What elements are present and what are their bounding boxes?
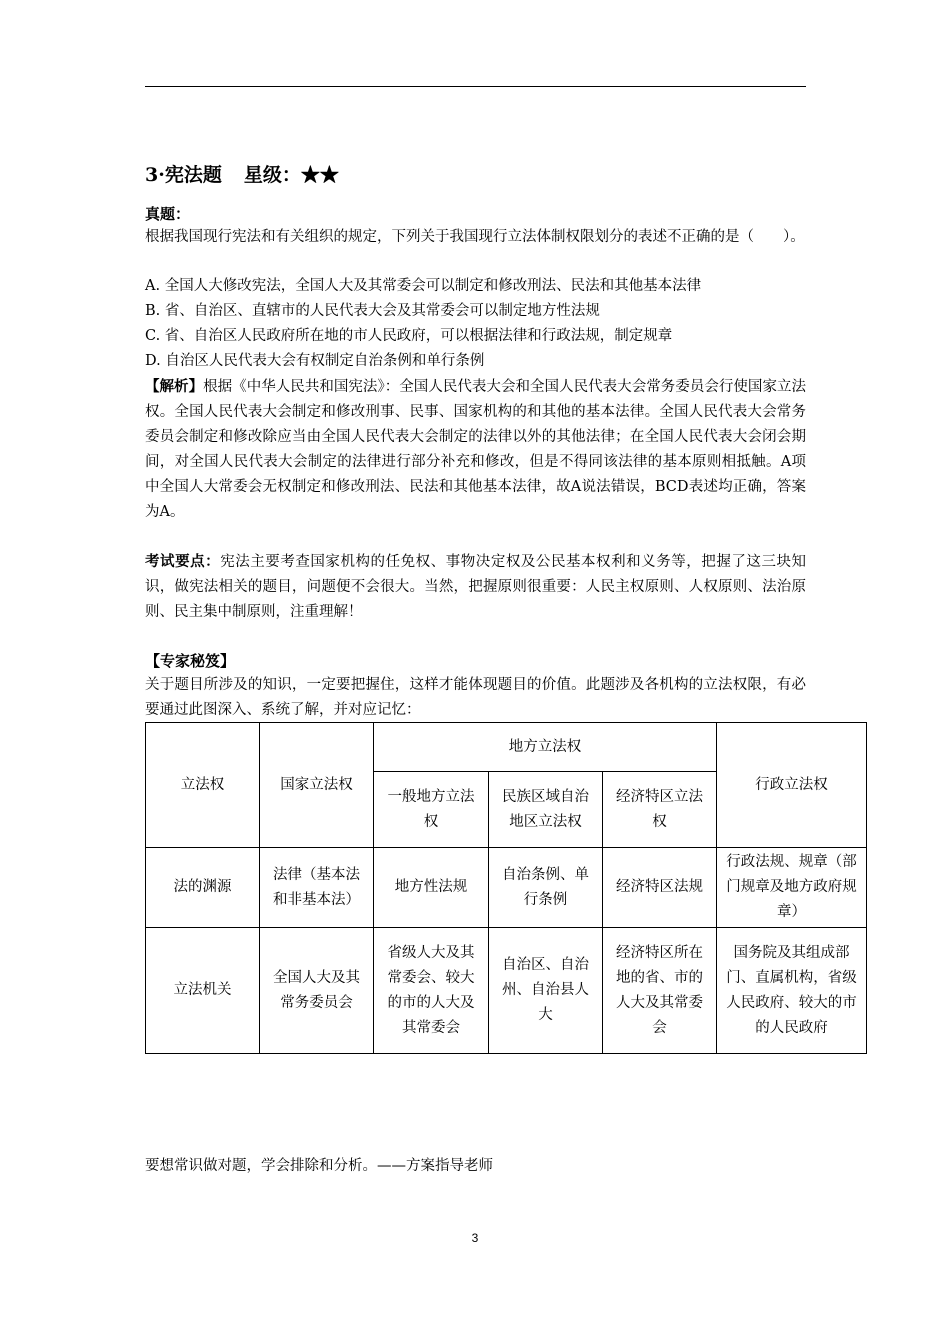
- analysis-text: 根据《中华人民共和国宪法》：全国人民代表大会和全国人民代表大会常务委员会行使国家立法权。全国人民代表大会制定和修改刑事、民事、国家机构的和其他的基本法律。全国人民代表大会常务委员会制定和修改除应当由全国人民代表大会制定的法律以外的其他法律；在全国人民代表大会闭会期间，对全国人民代表大会制定的法律进行部分补充和修改，但是不得同该法律的基本原则相抵触。A项中全国人大常委会无权制定和修改刑法、民法和其他基本法律，故A说法错误，BCD表述均正确，答案为A。: [145, 379, 807, 520]
- table-cell: 全国人大及其常务委员会: [260, 928, 374, 1054]
- table-cell: 自治条例、单行条例: [489, 848, 603, 928]
- question-text: 根据我国现行宪法和有关组织的规定，下列关于我国现行立法体制权限划分的表述不正确的是（ ）。: [145, 229, 805, 245]
- legislation-table: [145, 722, 867, 1054]
- analysis-label: 【解析】: [145, 378, 204, 395]
- table-row: [146, 928, 867, 1054]
- star-rating: ★★: [300, 164, 339, 186]
- footer-quote: 要想常识做对题，学会排除和分析。——方案指导老师: [145, 1158, 493, 1174]
- table-row: [146, 848, 867, 928]
- table-cell: 地方性法规: [374, 848, 489, 928]
- star-level-label: 星级：: [243, 164, 301, 186]
- table-cell: 自治区、自治州、自治县人大: [489, 928, 603, 1054]
- header-rule: [145, 86, 806, 87]
- table-cell: 国务院及其组成部门、直属机构，省级人民政府、较大的市的人民政府: [717, 928, 867, 1054]
- expert-text: 关于题目所涉及的知识，一定要把握住，这样才能体现题目的价值。此题涉及各机构的立法权限，有必要通过此图深入、系统了解，并对应记忆：: [145, 677, 806, 718]
- table-cell: 经济特区法规: [603, 848, 717, 928]
- analysis-paragraph: [145, 374, 806, 525]
- expert-label: 【专家秘笈】: [145, 652, 236, 670]
- exam-points-text: 宪法主要考查国家机构的任免权、事物决定权及公民基本权利和义务等，把握了这三块知识，做宪法相关的题目，问题便不会很大。当然，把握原则很重要：人民主权原则、人权原则、法治原则、民主集中制原则，注重理解！: [145, 554, 807, 620]
- exam-points-label: 考试要点：: [145, 553, 221, 570]
- row-label-authority: 立法机关: [146, 928, 260, 1054]
- table-cell: 省级人大及其常委会、较大的市的人大及其常委会: [374, 928, 489, 1054]
- option-a: A. 全国人大修改宪法，全国人大及其常委会可以制定和修改刑法、民法和其他基本法律: [145, 278, 702, 294]
- option-b: B. 省、自治区、直辖市的人民代表大会及其常委会可以制定地方性法规: [145, 303, 600, 319]
- exam-points-paragraph: [145, 549, 806, 625]
- table-cell: 行政法规、规章（部门规章及地方政府规章）: [717, 848, 867, 928]
- header-ethnic-autonomous: 民族区域自治地区立法权: [489, 772, 603, 848]
- header-general-local: 一般地方立法权: [374, 772, 489, 848]
- option-c: C. 省、自治区人民政府所在地的市人民政府，可以根据法律和行政法规，制定规章: [145, 328, 673, 344]
- section-heading: [145, 160, 339, 187]
- header-administrative-power: 行政立法权: [717, 723, 867, 848]
- header-local-power: 地方立法权: [374, 723, 717, 772]
- heading-title: 3·宪法题: [145, 164, 222, 186]
- header-national-power: 国家立法权: [260, 723, 374, 848]
- table-cell: 经济特区所在地的省、市的人大及其常委会: [603, 928, 717, 1054]
- header-legislative-power: 立法权: [146, 723, 260, 848]
- option-d: D. 自治区人民代表大会有权制定自治条例和单行条例: [145, 353, 485, 369]
- question-label: 真题：: [145, 205, 191, 223]
- table-header-row: [146, 723, 867, 772]
- row-label-source: 法的渊源: [146, 848, 260, 928]
- header-special-economic-zone: 经济特区立法权: [603, 772, 717, 848]
- page-number: 3: [471, 1231, 479, 1245]
- table-cell: 法律（基本法和非基本法）: [260, 848, 374, 928]
